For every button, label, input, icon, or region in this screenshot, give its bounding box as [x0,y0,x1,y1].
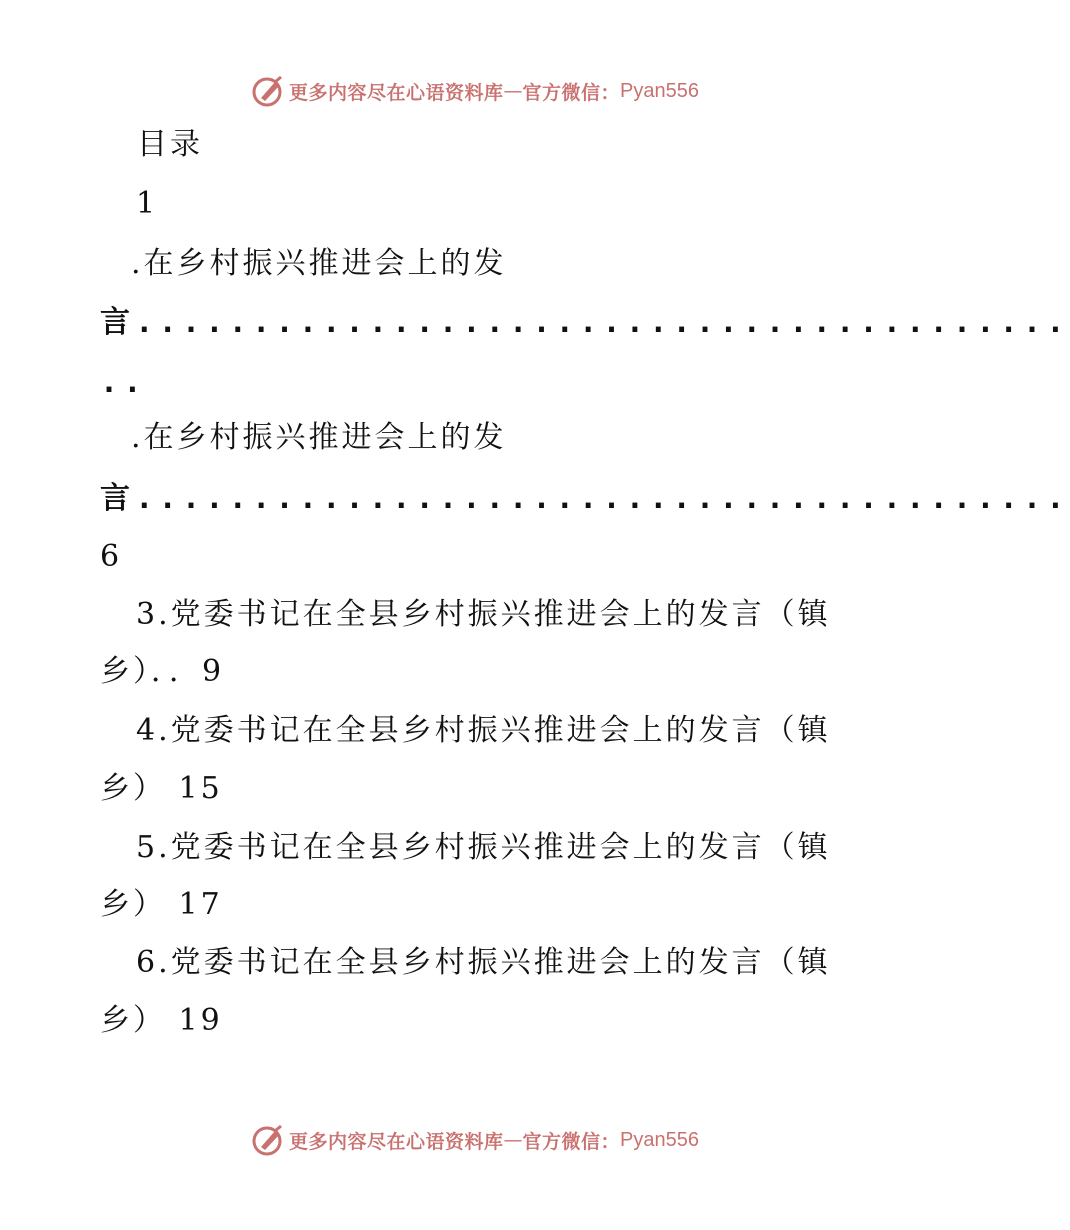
watermark-site-text: 更多内容尽在心语资料库 [289,1130,504,1153]
watermark-wechat-label: 官方微信： [522,1130,621,1153]
pen-logo-icon [251,1123,285,1157]
toc-entry-6-line-2: 乡） 19 [100,1003,223,1038]
toc-entry-5-line-2: 乡） 17 [100,887,223,922]
toc-entry-1-line-1: 1 [136,186,159,221]
toc-entry-3-line-2: 乡）．．9 [100,654,225,689]
pen-logo-icon [251,74,285,108]
toc-title: 目录 [137,127,203,162]
toc-entry-2-line-1: .在乡村振兴推进会上的发 [131,420,507,455]
toc-entry-4-line-1: 4.党委书记在全县乡村振兴推进会上的发言（镇 [136,713,831,748]
footer-watermark-banner [0,1118,950,1162]
watermark-wechat-label: 官方微信： [522,81,621,104]
watermark-wechat-id: Pyan556 [620,79,699,102]
toc-entry-2-line-2: 言........................................ [100,481,1070,516]
header-watermark-banner [0,69,950,113]
toc-entry-2-line-3: 6 [100,539,123,574]
toc-entry-1-line-3: 言........................................ [100,305,1070,340]
toc-entry-5-line-1: 5.党委书记在全县乡村振兴推进会上的发言（镇 [136,830,831,865]
watermark-separator: — [503,80,523,102]
toc-entry-4-line-2: 乡） 15 [100,771,223,806]
toc-entry-1-line-4: .. [100,365,147,400]
watermark-separator: — [503,1129,523,1151]
toc-entry-6-line-1: 6.党委书记在全县乡村振兴推进会上的发言（镇 [136,945,831,980]
toc-entry-3-line-1: 3.党委书记在全县乡村振兴推进会上的发言（镇 [136,597,831,632]
toc-entry-1-line-2: .在乡村振兴推进会上的发 [131,246,507,281]
watermark-wechat-id: Pyan556 [620,1128,699,1151]
watermark-site-text: 更多内容尽在心语资料库 [289,81,504,104]
